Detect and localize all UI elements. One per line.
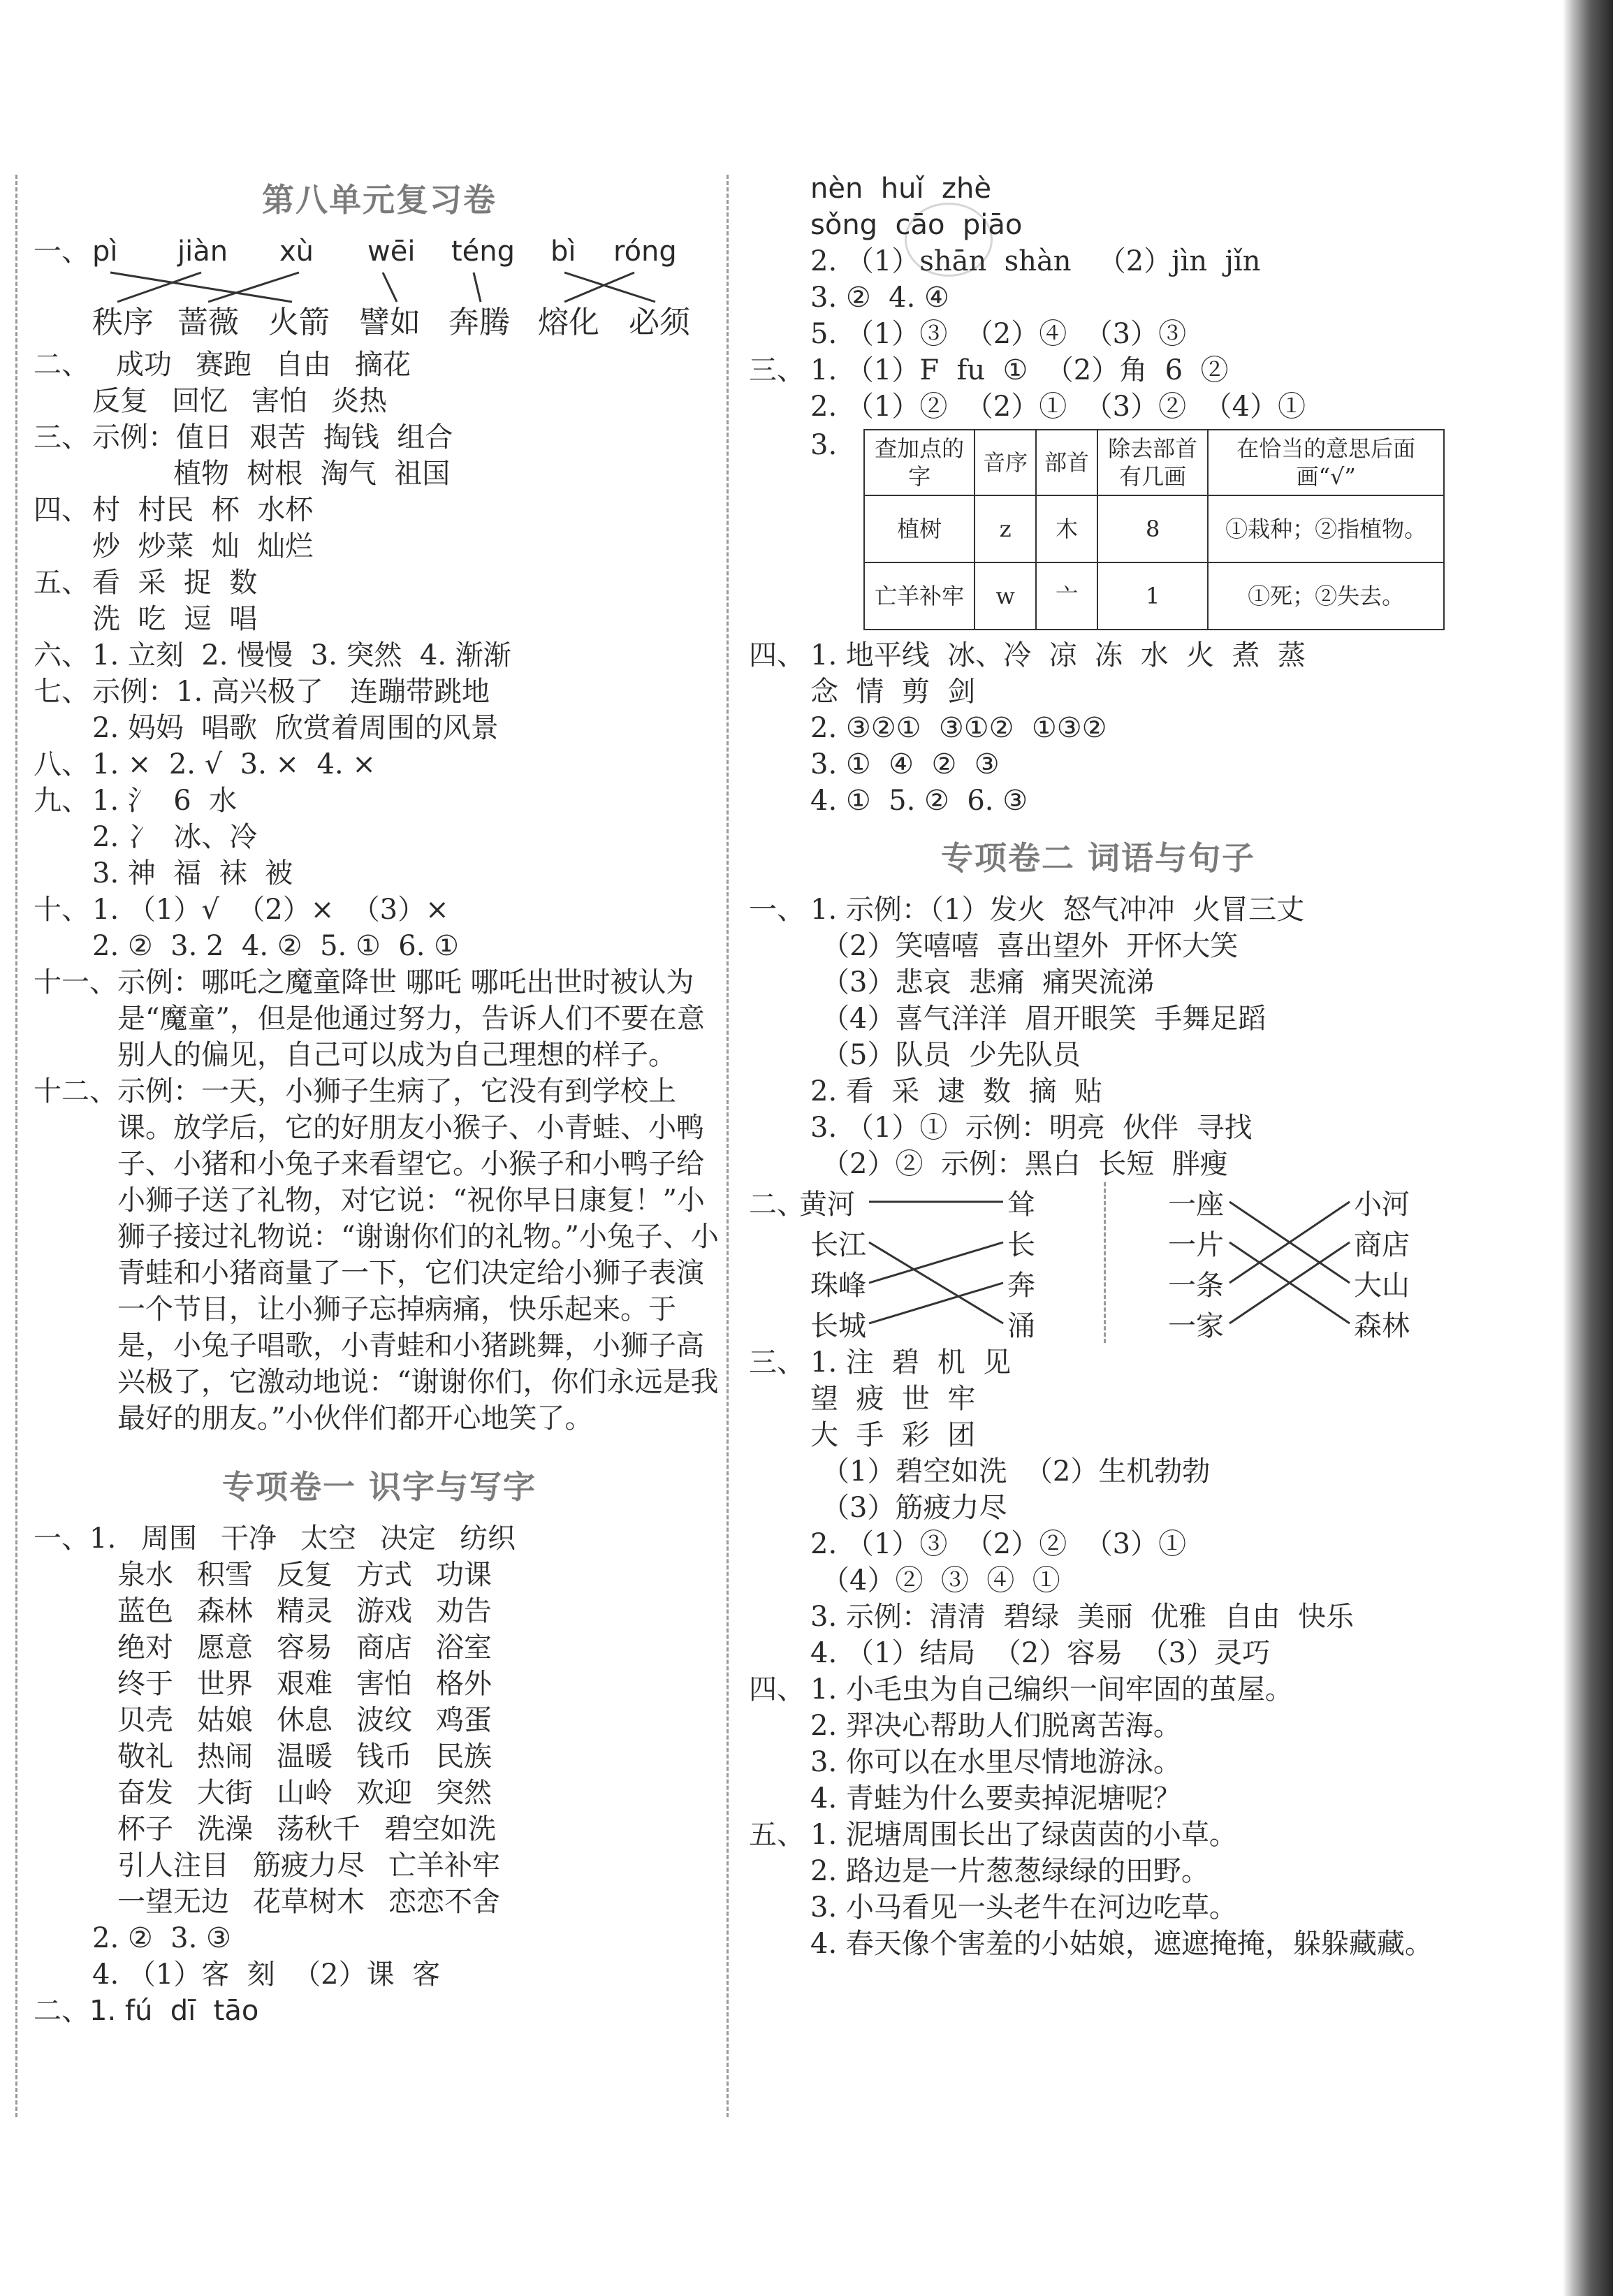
answer-line: 4. （1）客 刻 （2）课 客 — [92, 1959, 441, 1991]
table-row — [864, 495, 1444, 562]
section3-question-3 — [749, 429, 1447, 630]
question-number: 十、 — [34, 894, 89, 926]
answer-line: 1. 立刻 2. 慢慢 3. 突然 4. 渐渐 — [92, 639, 511, 671]
question-number: 五、 — [749, 1819, 805, 1851]
table-header: 部首 — [1036, 430, 1097, 495]
table-cell: 8 — [1097, 495, 1208, 562]
answer-line: （3）筋疲力尽 — [822, 1492, 1007, 1524]
word: 终于 — [117, 1668, 173, 1700]
answer-line: 大 手 彩 团 — [810, 1419, 976, 1451]
match-left-item: 一座 — [1168, 1189, 1224, 1221]
word: 太空 — [300, 1523, 356, 1555]
word: 泉水 — [117, 1559, 173, 1591]
pinyin: pì — [92, 235, 118, 268]
answer-line: 3. 示例：清清 碧绿 美丽 优雅 自由 快乐 — [810, 1601, 1355, 1633]
word: 容易 — [277, 1632, 333, 1664]
word: 反复 — [277, 1559, 333, 1591]
word: 热闹 — [197, 1741, 253, 1773]
word: 一望无边 — [117, 1886, 229, 1918]
word: 杯子 — [117, 1813, 173, 1845]
answer-line: （2）笑嘻嘻 喜出望外 开怀大笑 — [822, 930, 1239, 962]
question-number: 五、 — [34, 567, 89, 599]
table-cell: z — [975, 495, 1036, 562]
word: 功课 — [436, 1559, 492, 1591]
word: 洗澡 — [197, 1813, 253, 1845]
table-header: 音序 — [975, 430, 1036, 495]
pinyin: téng — [451, 235, 516, 268]
word: 敬礼 — [117, 1741, 173, 1773]
table-cell: 1 — [1097, 562, 1208, 630]
match-right-item: 小河 — [1354, 1189, 1410, 1221]
question-number: 三、 — [749, 1346, 805, 1379]
word: 商店 — [356, 1632, 412, 1664]
answer-line: 4. （1）结局 （2）容易 （3）灵巧 — [810, 1637, 1271, 1669]
answer-line: 1. fú dī tāo — [89, 1995, 259, 2027]
answer-line: （5）队员 少先队员 — [822, 1039, 1081, 1071]
table-header-row — [864, 430, 1444, 495]
answer-line: （1）碧空如洗 （2）生机勃勃 — [822, 1455, 1211, 1488]
word: 鸡蛋 — [436, 1704, 492, 1736]
question-number: 一、 — [749, 894, 805, 926]
word: 艰难 — [277, 1668, 333, 1700]
word: 碧空如洗 — [384, 1813, 496, 1845]
answer-line: 2. （1）③ （2）② （3）① — [810, 1528, 1187, 1560]
word: 火箭 — [268, 305, 330, 340]
section4 — [749, 637, 1447, 819]
unit-title: 第八单元复习卷 — [262, 181, 497, 219]
word: 害怕 — [251, 385, 307, 417]
word: 世界 — [197, 1668, 253, 1700]
answer-line: 2. 妈妈 唱歌 欣赏着周围的风景 — [92, 712, 499, 744]
word: 突然 — [436, 1777, 492, 1809]
answer-line: 3. 你可以在水里尽情地游泳。 — [810, 1746, 1181, 1778]
match-left-item: 一片 — [1168, 1229, 1224, 1261]
answer-paragraph: 示例：一天，小狮子生病了，它没有到学校上课。放学后，它的好朋友小猴子、小青蛙、小鸭子、小猪和小兔子来看望它。小猴子和小鸭子给小狮子送了礼物，对它说：“祝你早日康复！”小狮子接过礼物说：“谢谢你们的礼物。”小兔子、小青蛙和小猪商量了一下，它们决定给小狮子表演一个节目，让小狮子忘掉病痛，快乐起来。于是，小兔子唱歌，小青蛙和小猪跳舞，小狮子高兴极了，它激动地说：“谢谢你们，你们永远是我最好的朋友。”小伙伴们都开心地笑了。 — [117, 1075, 719, 1434]
answer-line: （4）喜气洋洋 眉开眼笑 手舞足蹈 — [822, 1003, 1267, 1035]
answer-line: （3）悲哀 悲痛 痛哭流涕 — [822, 966, 1155, 998]
answer-line: 炒 炒菜 灿 灿烂 — [92, 530, 314, 562]
question-number: 四、 — [749, 1673, 805, 1706]
answer-line: 3. 神 福 袜 被 — [92, 857, 293, 889]
answer-line: 1. 注 碧 机 见 — [810, 1346, 1012, 1379]
section3-question-1 — [749, 352, 1447, 388]
question-7 — [34, 674, 725, 746]
table-header: 在恰当的意思后面画“√” — [1208, 430, 1444, 495]
table-cell: 植树 — [864, 495, 975, 562]
question-number: 二、 — [34, 349, 89, 381]
table-cell: 亡羊补牢 — [864, 562, 975, 630]
table-cell: w — [975, 562, 1036, 630]
question-number: 四、 — [34, 494, 89, 526]
answer-line: 3. ② 4. ④ — [810, 282, 949, 314]
match-left-item: 一家 — [1168, 1310, 1224, 1342]
pinyin-line: nèn huǐ zhè — [810, 173, 991, 205]
question-number: 十一、 — [34, 966, 117, 998]
word: 积雪 — [197, 1559, 253, 1591]
question-number: 七、 — [34, 676, 89, 708]
question-number: 九、 — [34, 785, 89, 817]
word: 民族 — [436, 1741, 492, 1773]
special1-question-2 — [34, 1993, 725, 2029]
answer-table — [863, 429, 1445, 630]
question-4 — [34, 492, 725, 565]
word: 奋发 — [117, 1777, 173, 1809]
answer-line: 2. ② 3. ③ — [92, 1922, 231, 1954]
word: 荡秋千 — [277, 1813, 360, 1845]
answer-line: 1. 小毛虫为自己编织一间牢固的茧屋。 — [810, 1673, 1293, 1706]
answer-line: 3. 小马看见一头老牛在河边吃草。 — [810, 1891, 1237, 1924]
word: 钱币 — [356, 1741, 412, 1773]
word: 劝告 — [436, 1595, 492, 1627]
question-12 — [34, 1073, 725, 1437]
answer-line: 2. 看 采 逮 数 摘 贴 — [810, 1075, 1103, 1107]
word: 周围 — [141, 1523, 197, 1555]
word: 方式 — [356, 1559, 412, 1591]
match-right-item: 大山 — [1354, 1270, 1410, 1302]
word: 回忆 — [172, 385, 228, 417]
word: 愿意 — [197, 1632, 253, 1664]
question-number: 二、 — [749, 1189, 805, 1221]
match-left-item: 长城 — [810, 1310, 866, 1342]
answer-line: 5. （1）③ （2）④ （3）③ — [810, 318, 1187, 350]
match-right-item: 耸 — [1007, 1189, 1035, 1221]
answer-line: （4）② ③ ④ ① — [822, 1564, 1060, 1597]
question-number: 八、 — [34, 748, 89, 780]
special-section-2-title: 专项卷二 词语与句子 — [940, 839, 1255, 877]
answer-line: 望 疲 世 牢 — [810, 1383, 976, 1415]
answer-line: 2. ② 3. 2 4. ② 5. ① 6. ① — [92, 930, 459, 962]
answer-line: 1. × 2. √ 3. × 4. × — [92, 748, 376, 780]
word: 譬如 — [359, 305, 421, 340]
answer-paragraph: 示例：哪吒之魔童降世 哪吒 哪吒出世时被认为是“魔童”，但是他通过努力，告诉人们不要在意别人的偏见，自己可以成为自己理想的样子。 — [117, 966, 705, 1071]
answer-line: 2. 冫 冰、冷 — [92, 821, 258, 853]
question-8 — [34, 746, 725, 783]
word: 必须 — [629, 305, 690, 340]
word: 引人注目 — [117, 1850, 229, 1882]
answer-line: 1. 地平线 冰、冷 凉 冻 水 火 煮 蒸 — [810, 639, 1306, 671]
match-right-item: 森林 — [1354, 1310, 1410, 1342]
matching-lines — [34, 270, 725, 305]
word: 纺织 — [460, 1523, 516, 1555]
word: 恋恋不舍 — [388, 1886, 500, 1918]
question-number: 四、 — [749, 639, 805, 671]
answer-line: 示例：值日 艰苦 掏钱 组合 — [92, 421, 453, 453]
word: 秩序 — [92, 305, 154, 340]
left-column — [34, 161, 725, 2029]
special2-part-2-matching — [749, 1182, 1447, 1344]
word: 贝壳 — [117, 1704, 173, 1736]
right-column — [749, 170, 1447, 1962]
word: 决定 — [380, 1523, 436, 1555]
answer-line: 2. 路边是一片葱葱绿绿的田野。 — [810, 1855, 1209, 1887]
pinyin: róng — [613, 235, 677, 268]
word: 绝对 — [117, 1632, 173, 1664]
word: 姑娘 — [197, 1704, 253, 1736]
word: 精灵 — [277, 1595, 333, 1627]
answer-line: 植物 树根 淘气 祖国 — [173, 458, 451, 490]
word: 亡羊补牢 — [388, 1850, 500, 1882]
answer-line: 4. 青蛙为什么要卖掉泥塘呢？ — [810, 1782, 1181, 1815]
word: 浴室 — [436, 1632, 492, 1664]
match-left-item: 一条 — [1168, 1270, 1224, 1302]
answer-line: 3. （1）① 示例：明亮 伙伴 寻找 — [810, 1112, 1253, 1144]
answer-line: 1. 氵 6 水 — [92, 785, 238, 817]
table-cell: ①死；②失去。 — [1208, 562, 1444, 630]
word: 反复 — [92, 385, 148, 417]
question-number: 3. — [810, 429, 838, 461]
match-left-item: 珠峰 — [810, 1270, 866, 1302]
word: 蓝色 — [117, 1595, 173, 1627]
match-right-item: 商店 — [1354, 1229, 1410, 1261]
special2-part-5 — [749, 1817, 1447, 1962]
question-11 — [34, 964, 725, 1073]
word: 干净 — [221, 1523, 277, 1555]
pinyin: wēi — [367, 235, 416, 268]
special2-part-4 — [749, 1671, 1447, 1817]
pinyin: xù — [279, 235, 314, 268]
matching-lines — [749, 1182, 1447, 1344]
question-number: 一、1. — [34, 1523, 117, 1555]
question-1 — [34, 233, 725, 347]
answer-line: 村 村民 杯 水杯 — [92, 494, 314, 526]
answer-line: 看 采 捉 数 — [92, 567, 258, 599]
word: 游戏 — [356, 1595, 412, 1627]
word: 奔腾 — [448, 305, 510, 340]
answer-line: 1. （1）√ （2）× （3）× — [92, 894, 449, 926]
answer-line: 2. （1）② （2）① （3）② （4）① — [810, 391, 1306, 423]
word: 格外 — [436, 1668, 492, 1700]
match-right-item: 奔 — [1007, 1270, 1035, 1302]
word: 自由 — [275, 349, 331, 381]
special1-question-1 — [34, 1520, 725, 1993]
question-number: 二、 — [34, 1995, 89, 2027]
word: 欢迎 — [356, 1777, 412, 1809]
answer-line: 4. ① 5. ② 6. ③ — [810, 785, 1028, 817]
answer-line: 1. （1）F fu ① （2）角 6 ② — [810, 354, 1229, 386]
question-3 — [34, 419, 725, 492]
pinyin: bì — [550, 235, 576, 268]
answer-line: （2）② 示例：黑白 长短 胖瘦 — [822, 1148, 1228, 1180]
word: 休息 — [277, 1704, 333, 1736]
word: 大街 — [197, 1777, 253, 1809]
question-2 — [34, 347, 725, 419]
special2-part-3 — [749, 1344, 1447, 1671]
table-cell: 亠 — [1036, 562, 1097, 630]
word: 温暖 — [277, 1741, 333, 1773]
answer-line: 2. 羿决心帮助人们脱离苦海。 — [810, 1710, 1181, 1742]
match-right-item: 涌 — [1007, 1310, 1035, 1342]
answer-line: 2. ③②① ③①② ①③② — [810, 712, 1107, 744]
answer-line: 2. （1）shān shàn （2）jìn jǐn — [810, 245, 1261, 277]
word: 蔷薇 — [177, 305, 239, 340]
answer-line: 念 情 剪 剑 — [810, 676, 976, 708]
word: 波纹 — [356, 1704, 412, 1736]
answer-line: 3. ① ④ ② ③ — [810, 748, 1000, 780]
match-right-item: 长 — [1007, 1229, 1035, 1261]
question-number: 三、 — [34, 421, 89, 453]
column-divider — [727, 175, 729, 2117]
table-cell: ①栽种；②指植物。 — [1208, 495, 1444, 562]
pinyin-line: sǒng cāo piāo — [810, 209, 1023, 241]
word: 花草树木 — [253, 1886, 365, 1918]
special2-part-1 — [749, 892, 1447, 1182]
answer-line: 1. 泥塘周围长出了绿茵茵的小草。 — [810, 1819, 1237, 1851]
question-5 — [34, 565, 725, 637]
answer-line: 1. 示例：（1）发火 怒气冲冲 火冒三丈 — [810, 894, 1305, 926]
table-header: 除去部首有几画 — [1097, 430, 1208, 495]
word: 山岭 — [277, 1777, 333, 1809]
question-number: 六、 — [34, 639, 89, 671]
word: 摘花 — [355, 349, 411, 381]
question-6 — [34, 637, 725, 674]
table-header: 查加点的字 — [864, 430, 975, 495]
left-margin-divider — [15, 175, 17, 2117]
word: 森林 — [197, 1595, 253, 1627]
word: 成功 — [116, 349, 172, 381]
special-section-1-title: 专项卷一 识字与写字 — [221, 1468, 537, 1506]
word: 炎热 — [331, 385, 387, 417]
match-left-item: 黄河 — [799, 1189, 855, 1221]
answer-line: 示例：1. 高兴极了 连蹦带跳地 — [92, 676, 490, 708]
word: 筋疲力尽 — [253, 1850, 365, 1882]
pinyin: jiàn — [177, 235, 228, 268]
word: 熔化 — [538, 305, 599, 340]
question-10 — [34, 892, 725, 964]
match-left-item: 长江 — [810, 1229, 866, 1261]
question-number: 十二、 — [34, 1075, 117, 1107]
table-cell: 木 — [1036, 495, 1097, 562]
answer-line: 4. 春天像个害羞的小姑娘，遮遮掩掩，躲躲藏藏。 — [810, 1928, 1433, 1960]
question-number: 一、 — [34, 235, 89, 268]
word: 害怕 — [356, 1668, 412, 1700]
word: 赛跑 — [196, 349, 251, 381]
question-9 — [34, 783, 725, 892]
scanned-page-edge — [1563, 0, 1613, 2296]
question-number: 三、 — [749, 354, 805, 386]
answer-line: 洗 吃 逗 唱 — [92, 603, 258, 635]
table-row — [864, 562, 1444, 630]
